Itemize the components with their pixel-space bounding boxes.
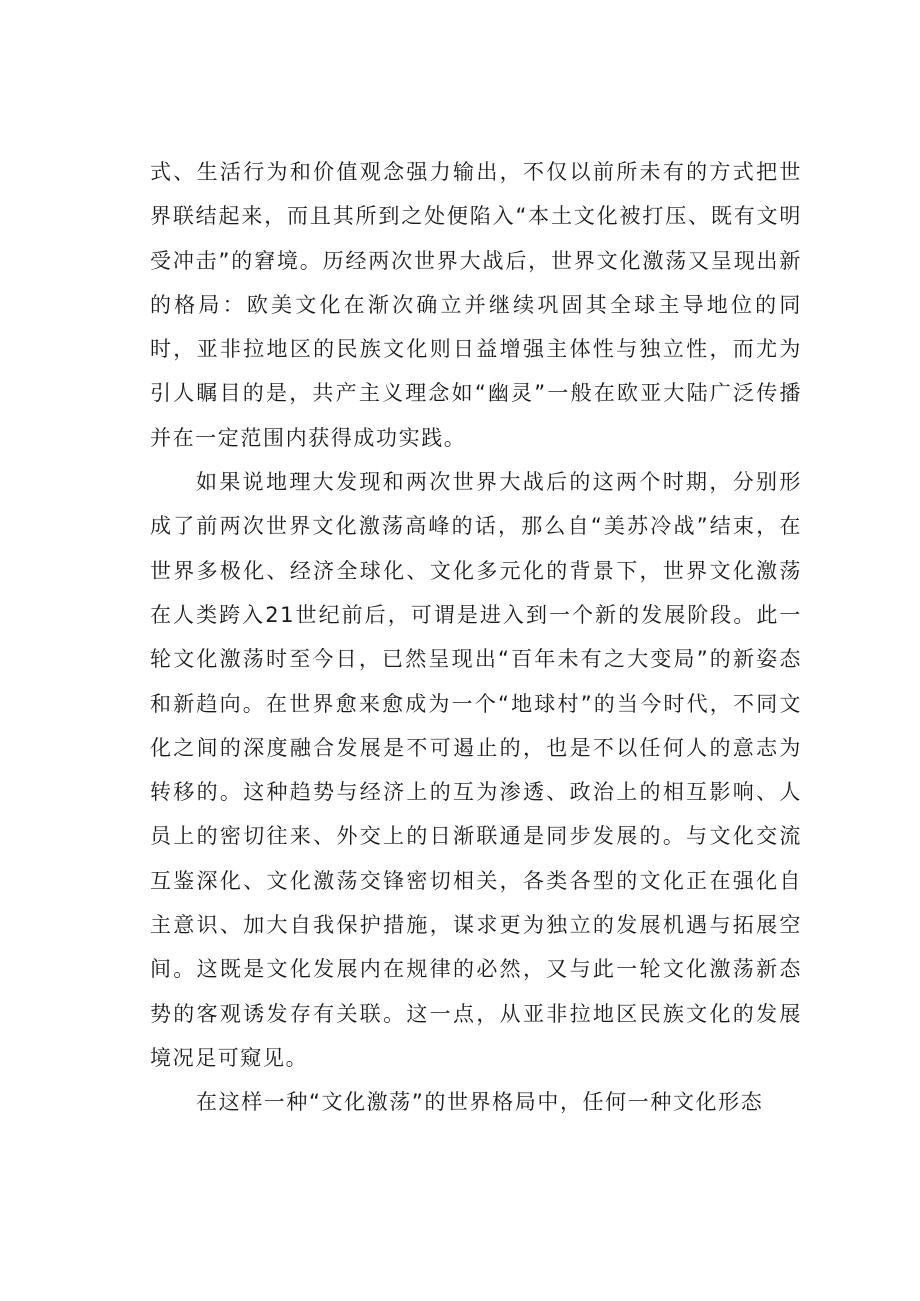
body-text xyxy=(150,150,802,1125)
paragraph: 在这样一种“文化激荡”的世界格局中，任何一种文化形态 xyxy=(196,1090,764,1115)
paragraph-continued: 式、生活行为和价值观念强力输出，不仅以前所未有的方式把世界联结起来，而且其所到之处便陷入“本土文化被打压、既有文明受冲击”的窘境。历经两次世界大战后，世界文化激荡又呈现出新的格局：欧美文化在渐次确立并继续巩固其全球主导地位的同时，亚非拉地区的民族文化则日益增强主体性与独立性，而尤为引人瞩目的是，共产主义理念如“幽灵”一般在欧亚大陆广泛传播并在一定范围内获得成功实践。 xyxy=(150,160,802,450)
paragraph: 如果说地理大发现和两次世界大战后的这两个时期，分别形成了前两次世界文化激荡高峰的话，那么自“美苏冷战”结束，在世界多极化、经济全球化、文化多元化的背景下，世界文化激荡在人类跨入21世纪前后，可谓是进入到一个新的发展阶段。此一轮文化激荡时至今日，已然呈现出“百年未有之大变局”的新姿态和新趋向。在世界愈来愈成为一个“地球村”的当今时代，不同文化之间的深度融合发展是不可遏止的，也是不以任何人的意志为转移的。这种趋势与经济上的互为渗透、政治上的相互影响、人员上的密切往来、外交上的日渐联通是同步发展的。与文化交流互鉴深化、文化激荡交锋密切相关，各类各型的文化正在强化自主意识、加大自我保护措施，谋求更为独立的发展机遇与拓展空间。这既是文化发展内在规律的必然，又与此一轮文化激荡新态势的客观诱发存有关联。这一点，从亚非拉地区民族文化的发展境况足可窥见。 xyxy=(150,470,802,1070)
